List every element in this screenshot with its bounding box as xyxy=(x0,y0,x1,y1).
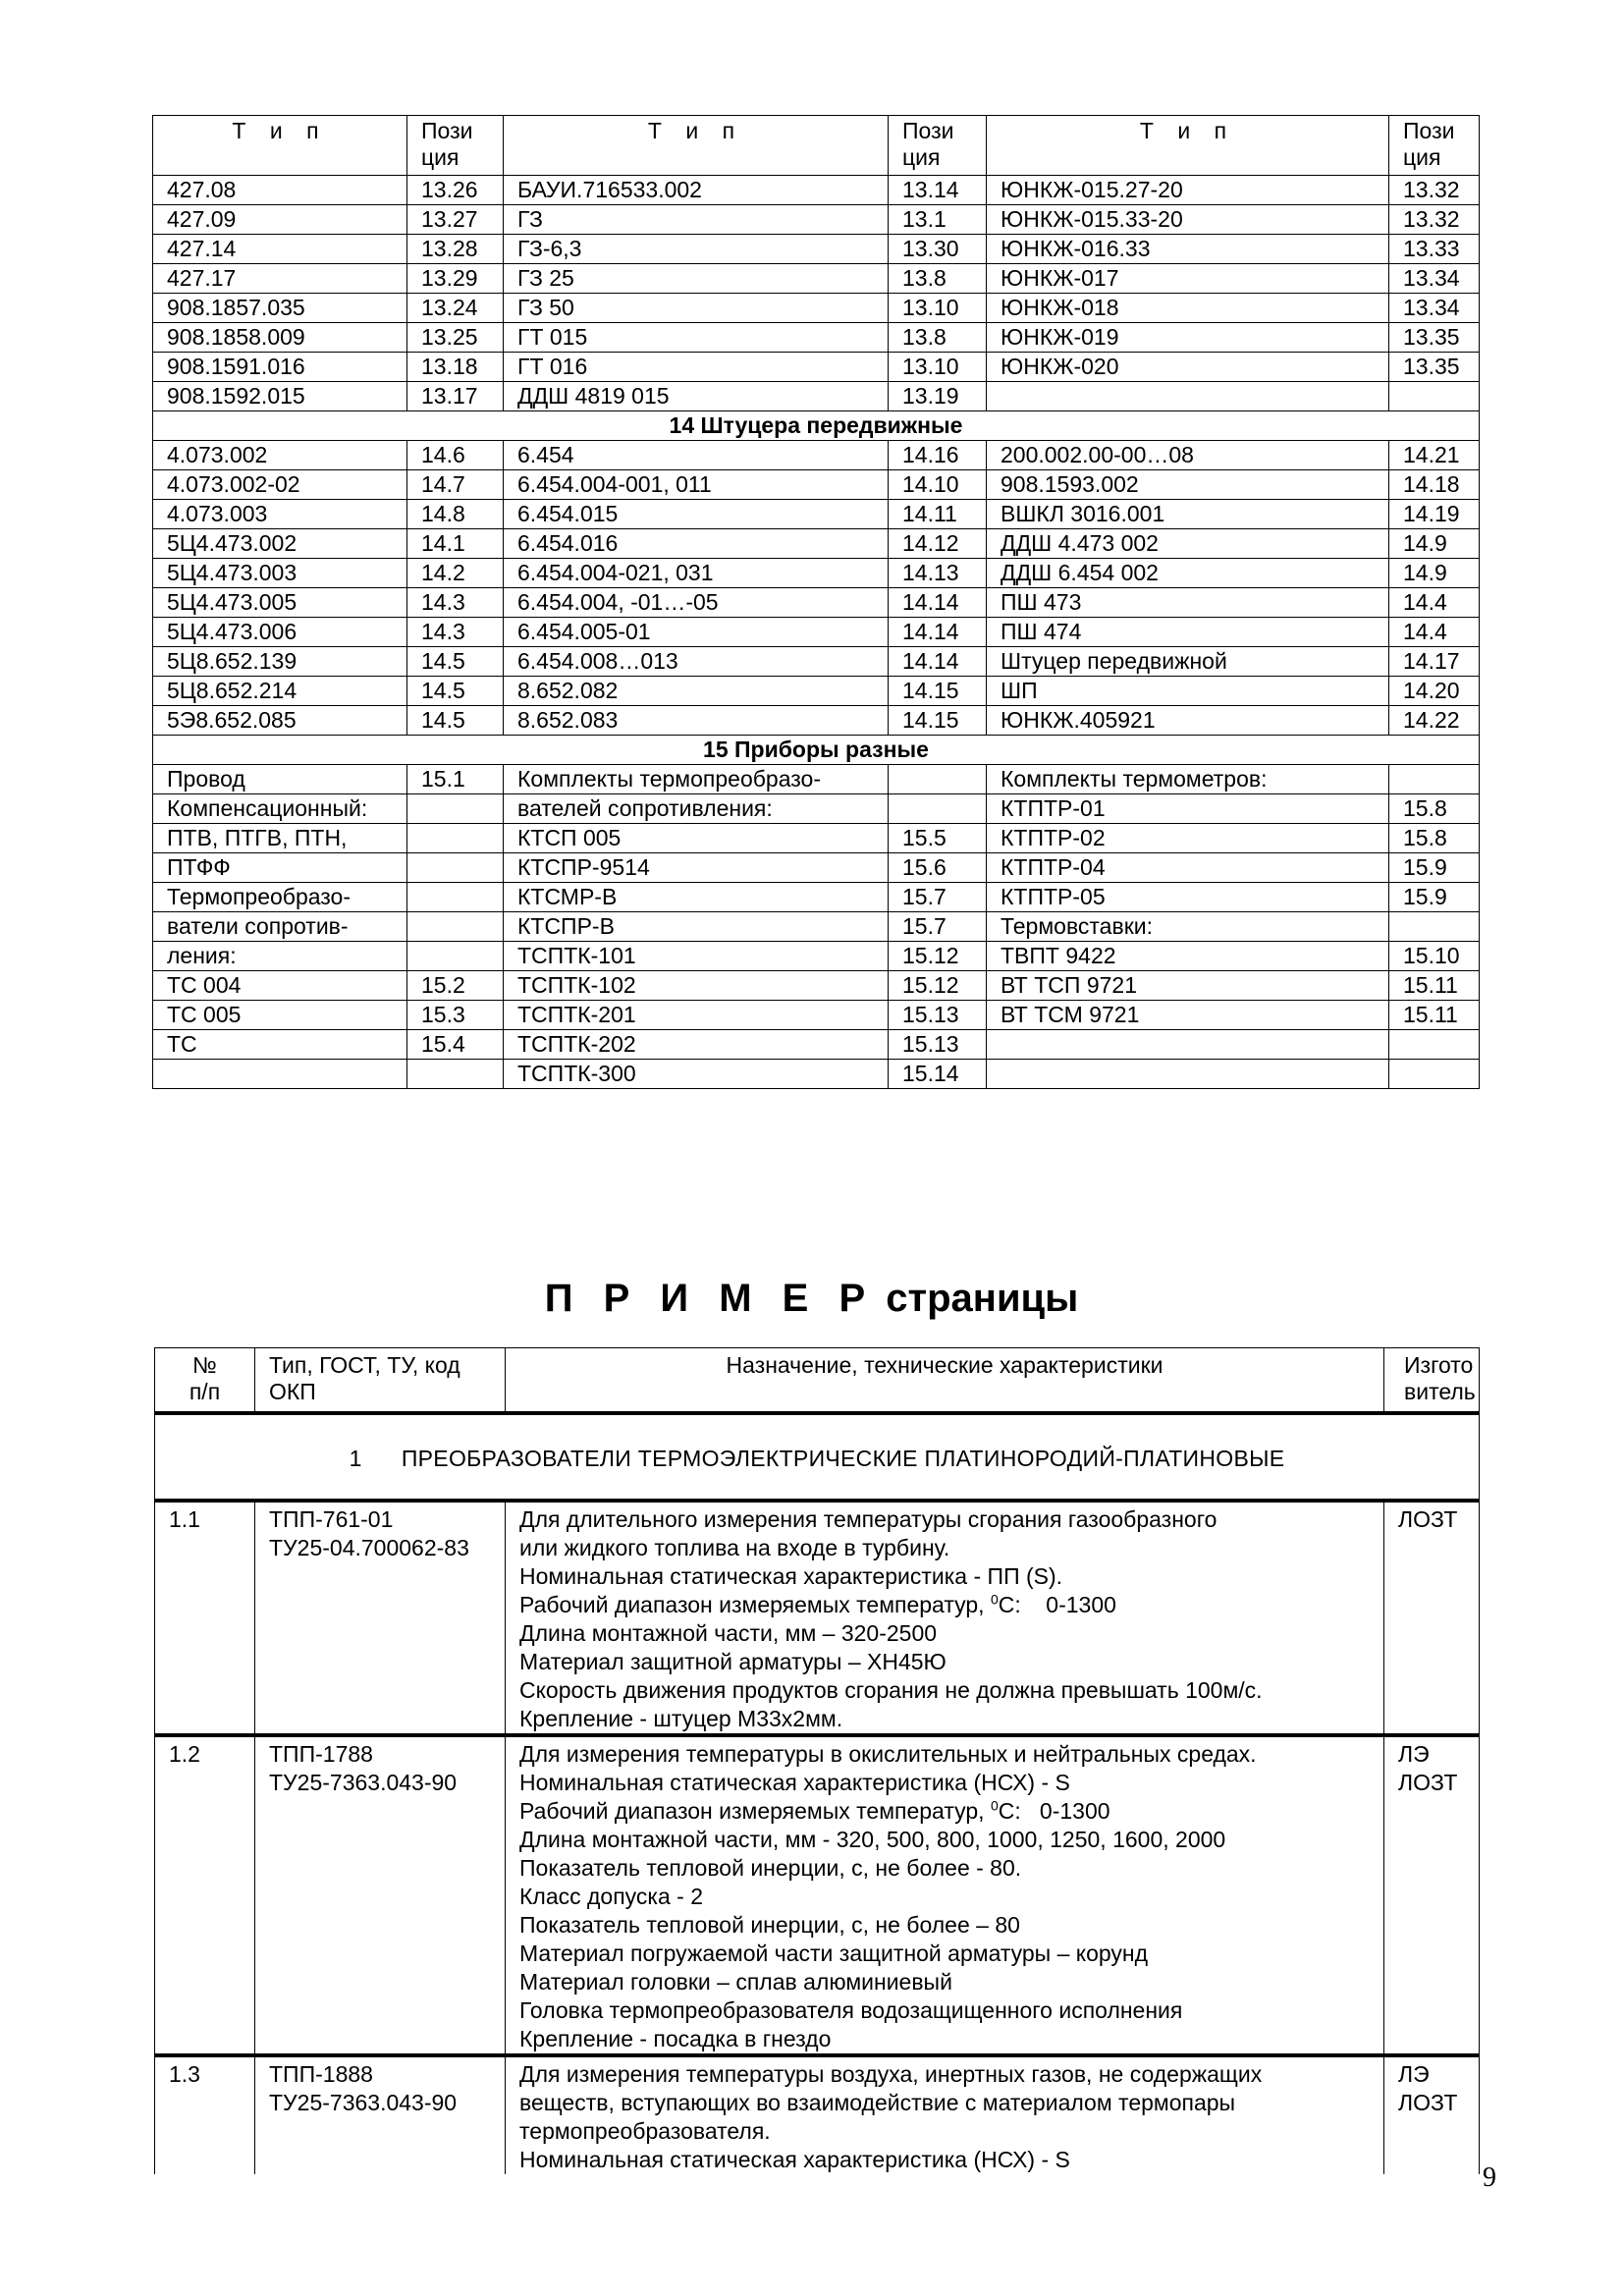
position-cell: 13.32 xyxy=(1389,205,1480,235)
position-cell: 14.8 xyxy=(407,500,504,529)
item-type-line: ТУ25-7363.043-90 xyxy=(269,1770,458,1795)
table-row xyxy=(153,794,1480,824)
position-cell: 15.11 xyxy=(1389,1001,1480,1030)
type-cell: ТСПТК-201 xyxy=(504,1001,889,1030)
position-cell xyxy=(407,1060,504,1089)
page-number: 9 xyxy=(1483,2162,1496,2193)
type-cell: 6.454 xyxy=(504,441,889,470)
position-cell xyxy=(889,794,987,824)
position-cell: 13.27 xyxy=(407,205,504,235)
type-cell: 5Ц4.473.003 xyxy=(153,559,407,588)
position-cell: 15.10 xyxy=(1389,942,1480,971)
item-description-line: Крепление - штуцер М33х2мм. xyxy=(519,1706,843,1731)
type-cell: ВТ ТСМ 9721 xyxy=(987,1001,1389,1030)
position-cell: 15.13 xyxy=(889,1030,987,1060)
example-title-spaced: П Р И М Е Р xyxy=(544,1277,876,1320)
item-description-line: Для измерения температуры в окислительных и нейтральных средах. xyxy=(519,1741,1257,1767)
position-cell: 14.14 xyxy=(889,647,987,677)
position-cell: 14.15 xyxy=(889,706,987,736)
type-cell: КТПТР-02 xyxy=(987,824,1389,853)
type-cell: 5Ц4.473.005 xyxy=(153,588,407,618)
table-row xyxy=(153,323,1480,353)
type-cell: ГТ 015 xyxy=(504,323,889,353)
type-cell: КТСМР-В xyxy=(504,883,889,912)
example-title-rest: страницы xyxy=(886,1277,1079,1320)
position-cell xyxy=(1389,912,1480,942)
position-cell xyxy=(407,794,504,824)
example-section-row xyxy=(155,1413,1480,1501)
item-number: 1.2 xyxy=(155,1735,255,2055)
example-item-row xyxy=(155,1735,1480,2055)
type-cell: ЮНКЖ-016.33 xyxy=(987,235,1389,264)
position-cell: 14.4 xyxy=(1389,588,1480,618)
table-row xyxy=(153,853,1480,883)
type-cell: КТСПР-9514 xyxy=(504,853,889,883)
item-type-line: ТУ25-04.700062-83 xyxy=(269,1535,469,1560)
item-type-line: ТПП-1788 xyxy=(269,1741,373,1767)
position-cell: 15.3 xyxy=(407,1001,504,1030)
position-cell: 13.19 xyxy=(889,382,987,411)
position-cell: 15.8 xyxy=(1389,794,1480,824)
item-description-line: Показатель тепловой инерции, с, не более – 80 xyxy=(519,1912,1020,1938)
type-cell: 6.454.008…013 xyxy=(504,647,889,677)
type-cell: 4.073.002-02 xyxy=(153,470,407,500)
type-cell: ШП xyxy=(987,677,1389,706)
type-cell: ЮНКЖ.405921 xyxy=(987,706,1389,736)
position-cell: 14.6 xyxy=(407,441,504,470)
type-cell: 8.652.083 xyxy=(504,706,889,736)
type-cell: ТВПТ 9422 xyxy=(987,942,1389,971)
position-cell: 14.10 xyxy=(889,470,987,500)
type-cell xyxy=(987,1030,1389,1060)
position-cell xyxy=(1389,382,1480,411)
item-manufacturer xyxy=(1384,1501,1480,1735)
position-cell: 14.5 xyxy=(407,677,504,706)
manufacturer-line: ЛОЗТ xyxy=(1398,1506,1458,1532)
position-cell: 15.9 xyxy=(1389,853,1480,883)
type-cell: ГЗ-6,3 xyxy=(504,235,889,264)
position-cell: 15.1 xyxy=(407,765,504,794)
table-row xyxy=(153,529,1480,559)
position-cell: 14.14 xyxy=(889,588,987,618)
table-row xyxy=(153,824,1480,853)
position-cell: 14.2 xyxy=(407,559,504,588)
type-cell: ТСПТК-102 xyxy=(504,971,889,1001)
position-cell: 15.11 xyxy=(1389,971,1480,1001)
section-heading-row xyxy=(153,411,1480,441)
position-cell: 14.21 xyxy=(1389,441,1480,470)
position-cell: 15.6 xyxy=(889,853,987,883)
item-type xyxy=(255,1735,506,2055)
table-row xyxy=(153,1001,1480,1030)
type-cell: 908.1857.035 xyxy=(153,294,407,323)
type-cell: 6.454.005-01 xyxy=(504,618,889,647)
example-title xyxy=(0,1277,1623,1321)
table-row xyxy=(153,441,1480,470)
type-cell: КТПТР-05 xyxy=(987,883,1389,912)
table-row xyxy=(153,500,1480,529)
col-header-position: Пози ция xyxy=(1389,116,1480,176)
item-type-line: ТПП-761-01 xyxy=(269,1506,394,1532)
index-table xyxy=(152,115,1480,1089)
type-cell: КТПТР-04 xyxy=(987,853,1389,883)
item-description xyxy=(506,1735,1384,2055)
type-cell: 4.073.002 xyxy=(153,441,407,470)
position-cell: 14.14 xyxy=(889,618,987,647)
type-cell: 908.1592.015 xyxy=(153,382,407,411)
col-header-purpose: Назначение, технические характеристики xyxy=(506,1348,1384,1414)
type-cell: 908.1858.009 xyxy=(153,323,407,353)
position-cell: 15.5 xyxy=(889,824,987,853)
type-cell: ДДШ 6.454 002 xyxy=(987,559,1389,588)
item-description-line: Материал головки – сплав алюминиевый xyxy=(519,1969,952,1995)
item-description-line: Рабочий диапазон измеряемых температур, $^0$С: 0-1300 xyxy=(519,1797,1110,1824)
type-cell: ГЗ 50 xyxy=(504,294,889,323)
position-cell: 13.32 xyxy=(1389,176,1480,205)
type-cell: Термопреобразо- xyxy=(153,883,407,912)
item-description-line: Номинальная статическая характеристика (НСХ) - S xyxy=(519,2147,1070,2172)
type-cell: ТСПТК-101 xyxy=(504,942,889,971)
item-description-line: Номинальная статическая характеристика - ПП (S). xyxy=(519,1563,1063,1589)
type-cell: ТСПТК-202 xyxy=(504,1030,889,1060)
position-cell: 13.25 xyxy=(407,323,504,353)
position-cell: 14.9 xyxy=(1389,559,1480,588)
type-cell: ДДШ 4819 015 xyxy=(504,382,889,411)
table-row xyxy=(153,706,1480,736)
table-row xyxy=(153,677,1480,706)
table-row xyxy=(153,382,1480,411)
table-row xyxy=(153,353,1480,382)
position-cell: 13.24 xyxy=(407,294,504,323)
position-cell: 14.1 xyxy=(407,529,504,559)
col-header-manufacturer: Изгото витель xyxy=(1384,1348,1480,1414)
position-cell: 15.12 xyxy=(889,942,987,971)
position-cell: 14.13 xyxy=(889,559,987,588)
position-cell: 15.7 xyxy=(889,912,987,942)
item-description-line: Для длительного измерения температуры сгорания газообразного xyxy=(519,1506,1217,1532)
item-manufacturer xyxy=(1384,1735,1480,2055)
type-cell: ЮНКЖ-018 xyxy=(987,294,1389,323)
type-cell xyxy=(987,382,1389,411)
position-cell: 14.5 xyxy=(407,647,504,677)
position-cell: 14.22 xyxy=(1389,706,1480,736)
type-cell: 6.454.004, -01…-05 xyxy=(504,588,889,618)
position-cell: 15.12 xyxy=(889,971,987,1001)
type-cell: КТСПР-В xyxy=(504,912,889,942)
position-cell: 15.13 xyxy=(889,1001,987,1030)
item-description-line: Материал защитной арматуры – ХН45Ю xyxy=(519,1649,947,1674)
type-cell: ВШКЛ 3016.001 xyxy=(987,500,1389,529)
type-cell: ГЗ xyxy=(504,205,889,235)
type-cell: Компенсационный: xyxy=(153,794,407,824)
col-header-position: Пози ция xyxy=(407,116,504,176)
type-cell: вателей сопротивления: xyxy=(504,794,889,824)
item-type-line: ТПП-1888 xyxy=(269,2061,373,2087)
position-cell: 15.14 xyxy=(889,1060,987,1089)
position-cell: 15.7 xyxy=(889,883,987,912)
position-cell: 13.35 xyxy=(1389,323,1480,353)
type-cell: ДДШ 4.473 002 xyxy=(987,529,1389,559)
section-number: 1 xyxy=(349,1445,362,1471)
position-cell: 15.8 xyxy=(1389,824,1480,853)
section-title: ПРЕОБРАЗОВАТЕЛИ ТЕРМОЭЛЕКТРИЧЕСКИЕ ПЛАТИНОРОДИЙ-ПЛАТИНОВЫЕ xyxy=(401,1445,1285,1471)
table-row xyxy=(153,588,1480,618)
table-row xyxy=(153,235,1480,264)
position-cell: 13.34 xyxy=(1389,294,1480,323)
type-cell: 908.1591.016 xyxy=(153,353,407,382)
degree-superscript: 0 xyxy=(990,1591,999,1608)
item-description-line: Материал погружаемой части защитной арматуры – корунд xyxy=(519,1941,1149,1966)
position-cell: 14.18 xyxy=(1389,470,1480,500)
position-cell: 13.28 xyxy=(407,235,504,264)
type-cell: КТПТР-01 xyxy=(987,794,1389,824)
item-description-line: Класс допуска - 2 xyxy=(519,1884,703,1909)
type-cell: ГТ 016 xyxy=(504,353,889,382)
manufacturer-line: ЛОЗТ xyxy=(1398,1770,1458,1795)
table-row xyxy=(153,205,1480,235)
type-cell: 908.1593.002 xyxy=(987,470,1389,500)
type-cell: ТС 004 xyxy=(153,971,407,1001)
table-row xyxy=(153,470,1480,500)
col-header-type: Т и п xyxy=(987,116,1389,176)
type-cell: 5Ц4.473.006 xyxy=(153,618,407,647)
type-cell: 427.17 xyxy=(153,264,407,294)
type-cell: 8.652.082 xyxy=(504,677,889,706)
position-cell: 13.10 xyxy=(889,353,987,382)
type-cell: ления: xyxy=(153,942,407,971)
type-cell: 5Ц4.473.002 xyxy=(153,529,407,559)
example-table xyxy=(154,1347,1480,2174)
item-number: 1.1 xyxy=(155,1501,255,1735)
type-cell: 427.08 xyxy=(153,176,407,205)
position-cell: 13.14 xyxy=(889,176,987,205)
section-heading: 15 Приборы разные xyxy=(153,736,1480,765)
type-cell: ГЗ 25 xyxy=(504,264,889,294)
item-manufacturer xyxy=(1384,2055,1480,2174)
table-row xyxy=(153,971,1480,1001)
item-description-line: Крепление - посадка в гнездо xyxy=(519,2026,832,2051)
col-header-type: Т и п xyxy=(504,116,889,176)
item-description-line: Длина монтажной части, мм - 320, 500, 800, 1000, 1250, 1600, 2000 xyxy=(519,1827,1226,1852)
position-cell: 14.5 xyxy=(407,706,504,736)
item-description-line: Показатель тепловой инерции, с, не более - 80. xyxy=(519,1855,1022,1881)
position-cell: 14.16 xyxy=(889,441,987,470)
position-cell: 14.3 xyxy=(407,588,504,618)
position-cell xyxy=(407,853,504,883)
col-header-type-gost: Тип, ГОСТ, ТУ, код ОКП xyxy=(255,1348,506,1414)
item-description-line: веществ, вступающих во взаимодействие с материалом термопары xyxy=(519,2090,1236,2115)
type-cell: ЮНКЖ-019 xyxy=(987,323,1389,353)
type-cell: 5Ц8.652.214 xyxy=(153,677,407,706)
table-row xyxy=(153,1060,1480,1089)
item-description xyxy=(506,1501,1384,1735)
type-cell: ЮНКЖ-020 xyxy=(987,353,1389,382)
type-cell: КТСП 005 xyxy=(504,824,889,853)
item-description-line: термопреобразователя. xyxy=(519,2118,771,2144)
position-cell xyxy=(407,912,504,942)
position-cell: 14.11 xyxy=(889,500,987,529)
example-item-row xyxy=(155,2055,1480,2174)
position-cell: 14.7 xyxy=(407,470,504,500)
table-row xyxy=(153,1030,1480,1060)
position-cell: 15.4 xyxy=(407,1030,504,1060)
item-type-line: ТУ25-7363.043-90 xyxy=(269,2090,458,2115)
table-row xyxy=(153,176,1480,205)
table-row xyxy=(153,264,1480,294)
type-cell: ПТВ, ПТГВ, ПТН, xyxy=(153,824,407,853)
type-cell: Комплекты термопреобразо- xyxy=(504,765,889,794)
position-cell: 13.18 xyxy=(407,353,504,382)
position-cell: 14.12 xyxy=(889,529,987,559)
item-description-line: или жидкого топлива на входе в турбину. xyxy=(519,1535,950,1560)
manufacturer-line: ЛОЗТ xyxy=(1398,2090,1458,2115)
type-cell: ватели сопротив- xyxy=(153,912,407,942)
position-cell: 13.33 xyxy=(1389,235,1480,264)
type-cell: 427.14 xyxy=(153,235,407,264)
position-cell: 13.8 xyxy=(889,264,987,294)
table-row xyxy=(153,647,1480,677)
position-cell xyxy=(1389,765,1480,794)
position-cell: 13.26 xyxy=(407,176,504,205)
position-cell: 13.30 xyxy=(889,235,987,264)
position-cell: 13.34 xyxy=(1389,264,1480,294)
table-row xyxy=(153,559,1480,588)
type-cell: Комплекты термометров: xyxy=(987,765,1389,794)
section-heading xyxy=(155,1413,1480,1501)
type-cell: Термовставки: xyxy=(987,912,1389,942)
table-row xyxy=(153,883,1480,912)
type-cell: 5Ц8.652.139 xyxy=(153,647,407,677)
example-header-row xyxy=(155,1348,1480,1414)
section-heading: 14 Штуцера передвижные xyxy=(153,411,1480,441)
type-cell: 5Э8.652.085 xyxy=(153,706,407,736)
position-cell: 14.19 xyxy=(1389,500,1480,529)
position-cell xyxy=(1389,1030,1480,1060)
type-cell: Провод xyxy=(153,765,407,794)
position-cell: 14.4 xyxy=(1389,618,1480,647)
position-cell: 15.2 xyxy=(407,971,504,1001)
type-cell: ТС 005 xyxy=(153,1001,407,1030)
position-cell: 14.9 xyxy=(1389,529,1480,559)
type-cell: ПШ 474 xyxy=(987,618,1389,647)
item-description xyxy=(506,2055,1384,2174)
position-cell xyxy=(407,883,504,912)
type-cell: БАУИ.716533.002 xyxy=(504,176,889,205)
type-cell: ПТФФ xyxy=(153,853,407,883)
type-cell: 4.073.003 xyxy=(153,500,407,529)
table-row xyxy=(153,942,1480,971)
col-header-type: Т и п xyxy=(153,116,407,176)
index-header-row xyxy=(153,116,1480,176)
table-row xyxy=(153,294,1480,323)
position-cell: 13.35 xyxy=(1389,353,1480,382)
degree-superscript: 0 xyxy=(990,1797,999,1814)
table-row xyxy=(153,912,1480,942)
position-cell: 13.1 xyxy=(889,205,987,235)
position-cell: 14.3 xyxy=(407,618,504,647)
position-cell xyxy=(1389,1060,1480,1089)
item-description-line: Номинальная статическая характеристика (НСХ) - S xyxy=(519,1770,1070,1795)
type-cell: ЮНКЖ-017 xyxy=(987,264,1389,294)
section-heading-row xyxy=(153,736,1480,765)
position-cell: 13.17 xyxy=(407,382,504,411)
table-row xyxy=(153,618,1480,647)
item-description-line: Головка термопреобразователя водозащищенного исполнения xyxy=(519,1997,1183,2023)
type-cell: 6.454.016 xyxy=(504,529,889,559)
item-description-line: Скорость движения продуктов сгорания не должна превышать 100м/с. xyxy=(519,1677,1263,1703)
type-cell xyxy=(153,1060,407,1089)
type-cell: ЮНКЖ-015.27-20 xyxy=(987,176,1389,205)
position-cell xyxy=(407,942,504,971)
manufacturer-line: ЛЭ xyxy=(1398,2061,1430,2087)
type-cell: Штуцер передвижной xyxy=(987,647,1389,677)
item-description-line: Рабочий диапазон измеряемых температур, $^0$С: 0-1300 xyxy=(519,1591,1116,1617)
type-cell: 6.454.004-021, 031 xyxy=(504,559,889,588)
table-row xyxy=(153,765,1480,794)
item-type xyxy=(255,1501,506,1735)
type-cell: 427.09 xyxy=(153,205,407,235)
position-cell: 13.29 xyxy=(407,264,504,294)
position-cell: 13.8 xyxy=(889,323,987,353)
type-cell: 6.454.004-001, 011 xyxy=(504,470,889,500)
position-cell: 14.17 xyxy=(1389,647,1480,677)
position-cell: 14.20 xyxy=(1389,677,1480,706)
position-cell xyxy=(889,765,987,794)
item-type xyxy=(255,2055,506,2174)
type-cell: 200.002.00-00…08 xyxy=(987,441,1389,470)
manufacturer-line: ЛЭ xyxy=(1398,1741,1430,1767)
item-description-line: Длина монтажной части, мм – 320-2500 xyxy=(519,1620,938,1646)
type-cell: ПШ 473 xyxy=(987,588,1389,618)
col-header-position: Пози ция xyxy=(889,116,987,176)
item-description-line: Для измерения температуры воздуха, инертных газов, не содержащих xyxy=(519,2061,1263,2087)
position-cell xyxy=(407,824,504,853)
type-cell: ЮНКЖ-015.33-20 xyxy=(987,205,1389,235)
type-cell: 6.454.015 xyxy=(504,500,889,529)
example-item-row xyxy=(155,1501,1480,1735)
position-cell: 13.10 xyxy=(889,294,987,323)
type-cell: ВТ ТСП 9721 xyxy=(987,971,1389,1001)
type-cell xyxy=(987,1060,1389,1089)
type-cell: ТСПТК-300 xyxy=(504,1060,889,1089)
item-number: 1.3 xyxy=(155,2055,255,2174)
col-header-number: № п/п xyxy=(155,1348,255,1414)
position-cell: 14.15 xyxy=(889,677,987,706)
position-cell: 15.9 xyxy=(1389,883,1480,912)
type-cell: ТС xyxy=(153,1030,407,1060)
